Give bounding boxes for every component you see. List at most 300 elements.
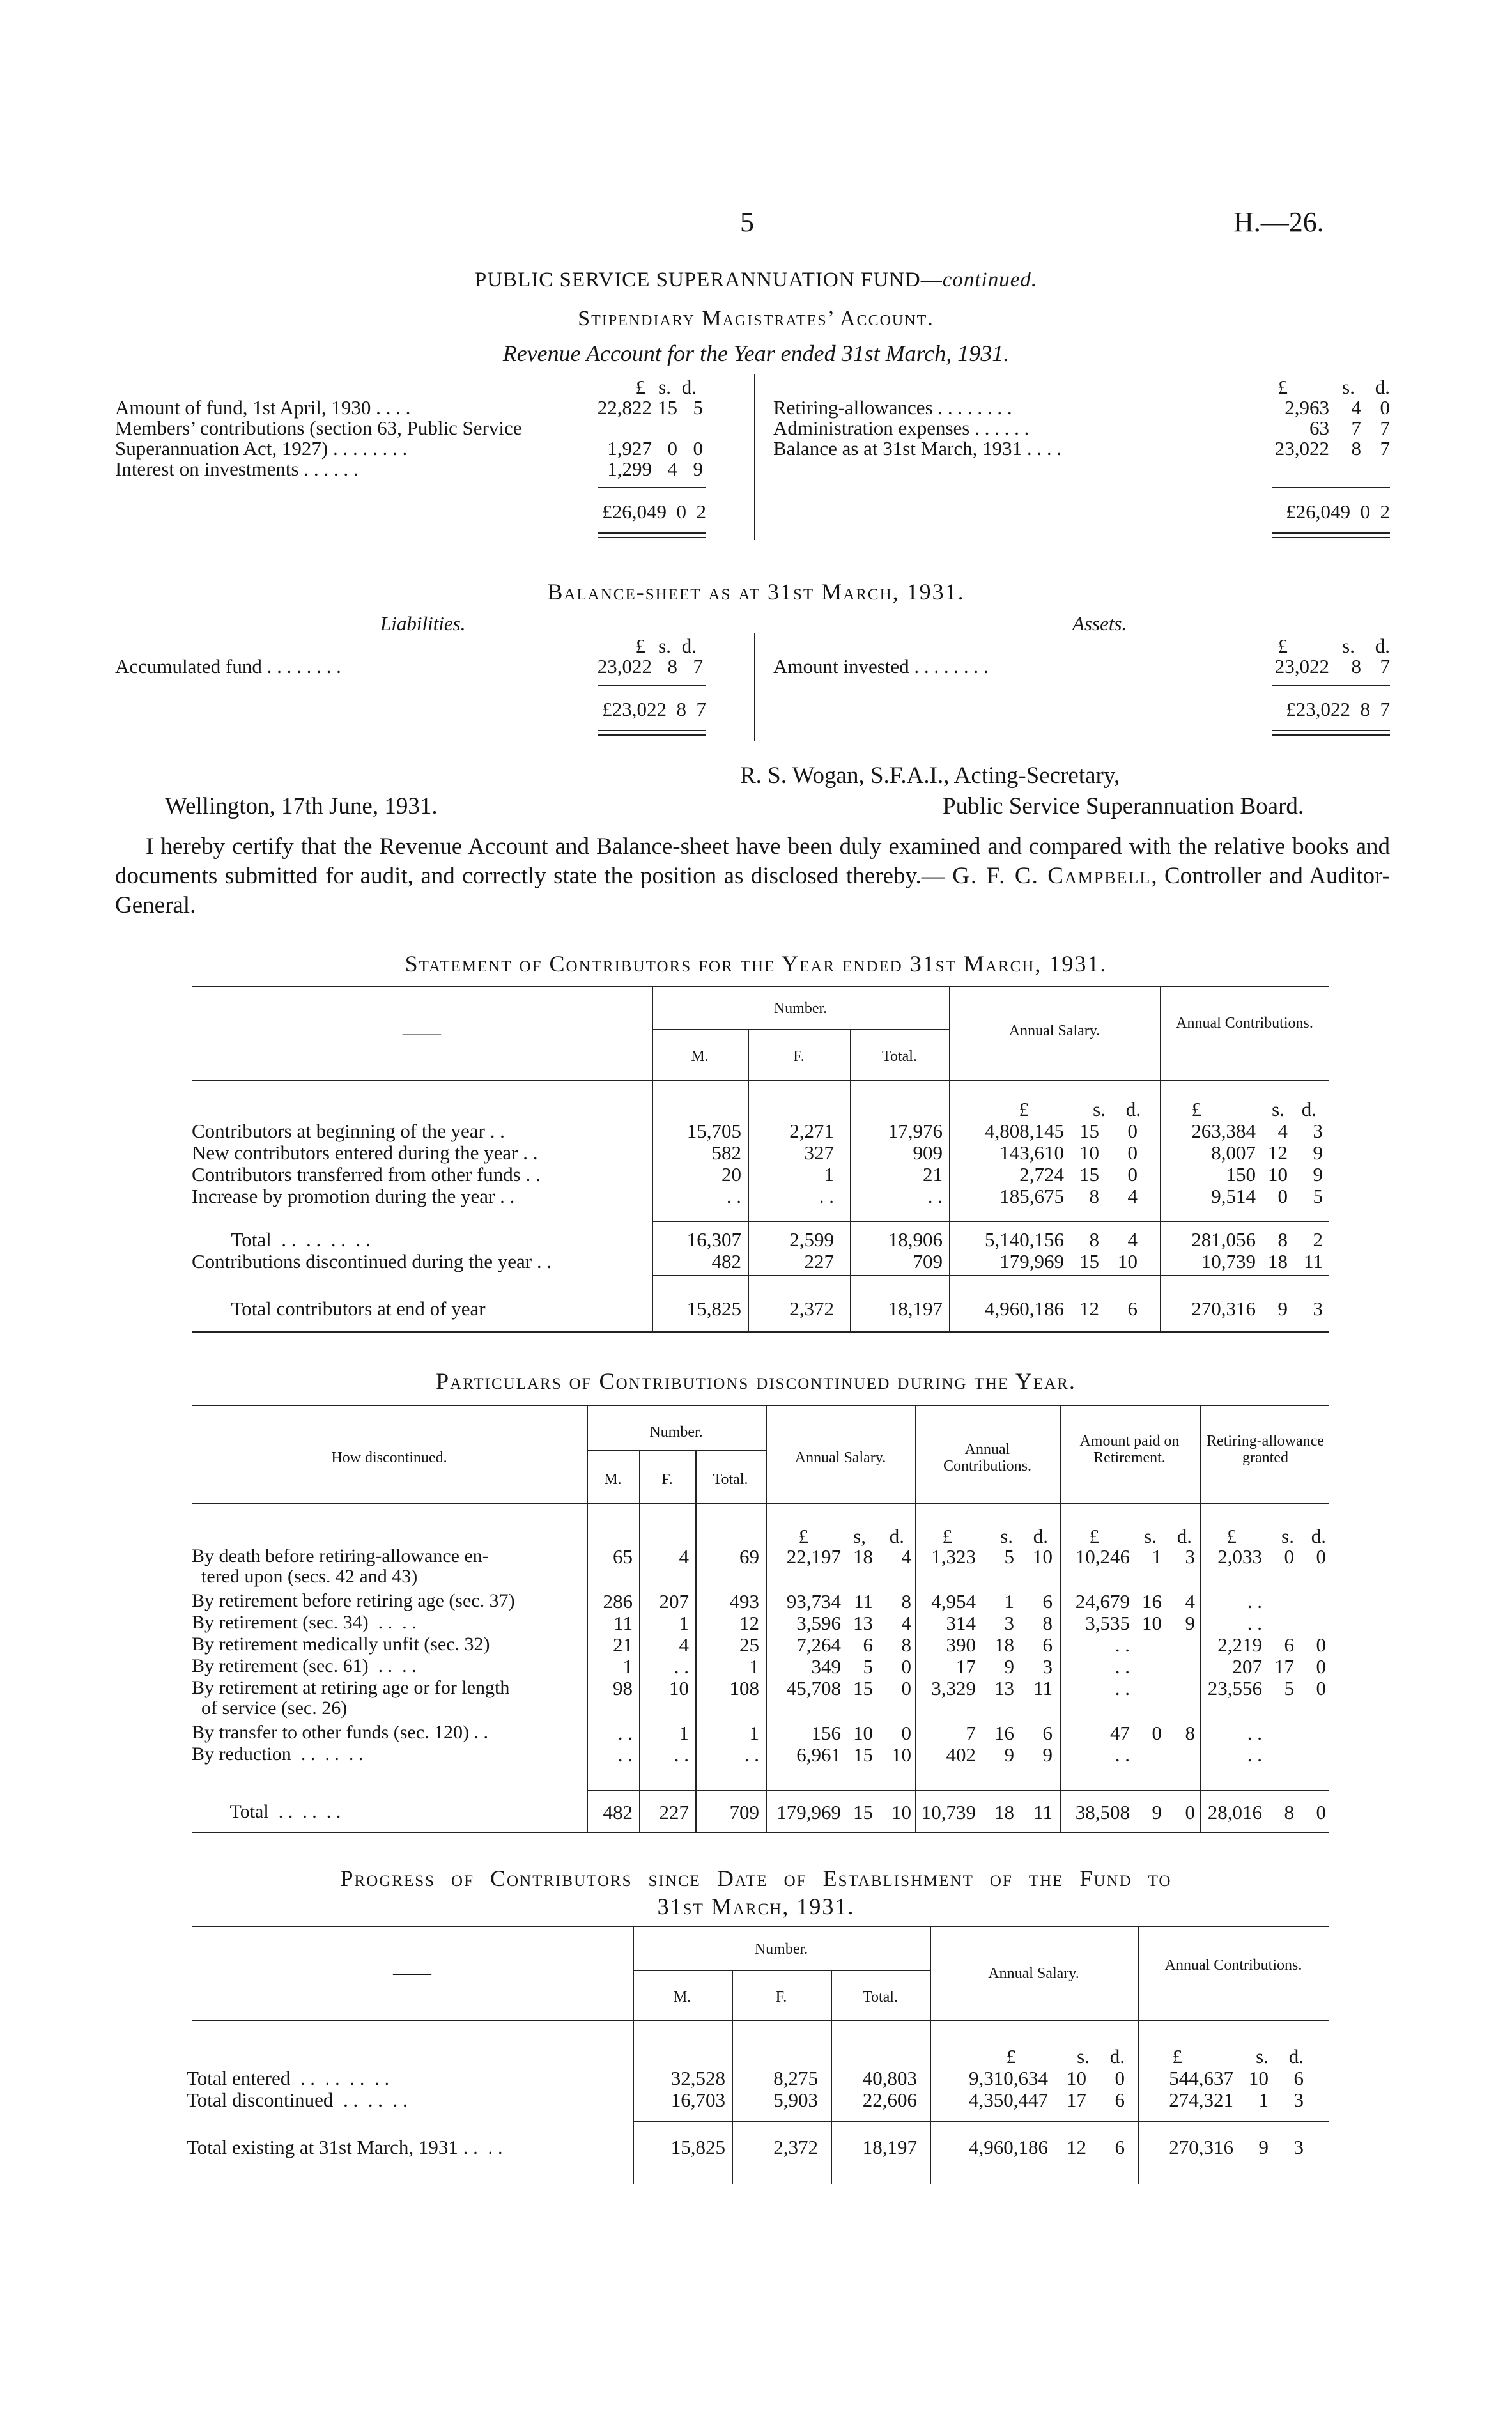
particulars-row-5-paid-l: . . — [1115, 1677, 1130, 1699]
balance-left-double-rule — [598, 730, 706, 736]
particulars-total-row-con-s: 18 — [994, 1801, 1014, 1823]
statement-row-3-sal-s: 8 — [1089, 1185, 1099, 1207]
progress-row-2-total: 18,197 — [862, 2136, 917, 2158]
progress-row-1-label — [187, 2089, 408, 2112]
statement-end-rule — [652, 1275, 1329, 1276]
particulars-row-1-paid-s: 16 — [1142, 1590, 1162, 1612]
statement-row-0-label — [192, 1120, 505, 1143]
statement-row-5-con-d: 11 — [1304, 1250, 1323, 1272]
balance-divider — [754, 633, 755, 741]
particulars-row-4-sal-s: 5 — [863, 1655, 873, 1678]
revenue-right-pounds-0: 2,963 — [1284, 396, 1329, 419]
particulars-con-s-unit: s. — [1000, 1525, 1013, 1547]
particulars-row-2-label-text: By retirement (sec. 34) — [192, 1612, 369, 1633]
particulars-row-6-sal-s: 10 — [853, 1722, 873, 1744]
progress-row-1-total: 22,606 — [862, 2089, 917, 2111]
statement-row-0-f: 2,271 — [789, 1120, 834, 1142]
statement-row-4-label — [192, 1228, 371, 1251]
particulars-row-0-label — [192, 1545, 489, 1567]
progress-salary-head: Annual Salary. — [988, 1965, 1079, 1982]
particulars-row-4-ret-d: 0 — [1316, 1655, 1326, 1678]
particulars-row-7-con-s: 9 — [1004, 1744, 1014, 1766]
particulars-row-0-paid-d: 3 — [1185, 1545, 1195, 1568]
particulars-row-2-label — [192, 1612, 417, 1634]
particulars-row-6-paid-l: 47 — [1110, 1722, 1130, 1744]
revenue-left-shillings-3: 4 — [667, 458, 677, 480]
particulars-total-row-paid-s: 9 — [1152, 1801, 1162, 1823]
particulars-row-4-m: 1 — [622, 1655, 633, 1678]
statement-row-5-sal-d: 10 — [1118, 1250, 1138, 1272]
document-reference: H.—26. — [1233, 206, 1324, 238]
progress-con-l-unit: £ — [1172, 2045, 1182, 2068]
particulars-row-3-ret-s: 6 — [1284, 1634, 1294, 1656]
particulars-row-4-con-s: 9 — [1004, 1655, 1014, 1678]
particulars-row-7-sal-s: 15 — [853, 1744, 873, 1766]
particulars-row-0-label-text: By death before retiring-allowance en- — [192, 1545, 489, 1566]
revenue-right-pence-0: 0 — [1380, 396, 1390, 419]
statement-sal-s-unit: s. — [1093, 1098, 1106, 1120]
particulars-row-5-m: 98 — [613, 1677, 633, 1699]
particulars-row-6-sal-d: 0 — [901, 1722, 911, 1744]
particulars-how-head: How discontinued. — [331, 1450, 447, 1466]
revenue-left-pound-head: £ — [635, 376, 645, 398]
statement-row-3-sal-d: 4 — [1127, 1185, 1138, 1207]
revenue-right-label-2-text: Balance as at 31st March, 1931 — [773, 437, 1022, 460]
statement-row-4-con-d: 2 — [1313, 1228, 1323, 1251]
particulars-paid-d-unit: d. — [1176, 1525, 1192, 1547]
progress-con-s-unit: s. — [1256, 2045, 1269, 2068]
statement-row-2-con-s: 10 — [1268, 1163, 1288, 1186]
progress-total-head: Total. — [863, 1989, 898, 2006]
particulars-m-head: M. — [604, 1471, 622, 1488]
particulars-row-4-label-dots: . . . . — [368, 1655, 417, 1676]
particulars-row-5-label — [192, 1677, 509, 1699]
progress-row-1-label-dots: . . . . . . — [333, 2089, 408, 2111]
progress-row-2-label — [187, 2136, 503, 2159]
statement-row-6-con-l: 270,316 — [1191, 1297, 1256, 1320]
statement-row-0-m: 15,705 — [686, 1120, 741, 1142]
progress-row-1-f: 5,903 — [773, 2089, 818, 2111]
statement-m-head: M. — [691, 1048, 709, 1065]
particulars-paid-s-unit: s. — [1144, 1525, 1157, 1547]
progress-top-rule — [192, 1926, 1329, 1927]
statement-row-1-con-l: 8,007 — [1211, 1141, 1256, 1164]
particulars-salary-head: Annual Salary. — [794, 1450, 886, 1466]
statement-bottom-rule — [192, 1331, 1329, 1333]
progress-contrib-head: Annual Contributions. — [1164, 1957, 1302, 1974]
revenue-right-label-1 — [773, 417, 1029, 440]
particulars-row-1-paid-d: 4 — [1185, 1590, 1195, 1612]
revenue-left-pence-2: 0 — [693, 437, 703, 460]
particulars-total-row-con-l: 10,739 — [921, 1801, 976, 1823]
particulars-row-6-ret-l: . . — [1247, 1722, 1262, 1744]
balance-right-double-rule — [1272, 730, 1390, 736]
particulars-row-0-con-l: 1,323 — [931, 1545, 976, 1568]
revenue-subtitle: Revenue Account for the Year ended 31st March, 1931. — [502, 341, 1010, 366]
revenue-right-label-2 — [773, 437, 1061, 460]
particulars-row-4-sal-d: 0 — [901, 1655, 911, 1678]
statement-total-head: Total. — [882, 1048, 917, 1065]
progress-row-2-f: 2,372 — [773, 2136, 818, 2158]
balance-left-label — [115, 655, 341, 678]
balance-right-label — [773, 655, 989, 678]
particulars-row-6-con-l: 7 — [966, 1722, 976, 1744]
statement-row-6-f: 2,372 — [789, 1297, 834, 1320]
statement-row-5-total: 709 — [913, 1250, 943, 1272]
audit-certificate-text: I hereby certify that the Revenue Account and Balance-sheet have been duly examined and compared with the relative books and documents submitted for audit, and correctly state the position as disclosed thereby.— — [115, 833, 1390, 889]
progress-row-2-label-text: Total existing at 31st March, 1931 . . — [187, 2136, 478, 2158]
particulars-total-row-f: 227 — [659, 1801, 689, 1823]
statement-row-6-sal-l: 4,960,186 — [985, 1297, 1064, 1320]
particulars-row-4-ret-l: 207 — [1232, 1655, 1262, 1678]
particulars-row-5-con-d: 11 — [1033, 1677, 1053, 1699]
main-title — [0, 268, 1512, 292]
revenue-right-total: £26,049 0 2 — [1286, 500, 1390, 523]
progress-row-2-con-l: 270,316 — [1169, 2136, 1233, 2158]
statement-dash-head: —— — [403, 1023, 441, 1044]
balance-left-pounds: 23,022 — [597, 655, 652, 677]
particulars-header-rule — [192, 1503, 1329, 1504]
particulars-row-1-f: 207 — [659, 1590, 689, 1612]
revenue-left-pence-3: 9 — [693, 458, 703, 480]
progress-row-0-sal-s: 10 — [1067, 2067, 1086, 2089]
statement-row-2-sal-l: 2,724 — [1019, 1163, 1064, 1186]
statement-row-2-total: 21 — [923, 1163, 943, 1186]
balance-right-label-dots: . . . . . . . . — [909, 655, 989, 677]
statement-row-1-f: 327 — [804, 1141, 834, 1164]
particulars-row-3-con-l: 390 — [946, 1634, 976, 1656]
particulars-row-2-paid-s: 10 — [1142, 1612, 1162, 1634]
particulars-row-7-label-dots: . . . . . . — [291, 1744, 364, 1765]
particulars-row-0-sal-l: 22,197 — [786, 1545, 841, 1568]
statement-row-4-sal-s: 8 — [1089, 1228, 1099, 1251]
particulars-ret-l-unit: £ — [1226, 1525, 1237, 1547]
statement-row-3-label-dots: . . — [495, 1185, 515, 1207]
progress-sal-d-unit: d. — [1109, 2045, 1125, 2068]
particulars-row-3-con-s: 18 — [994, 1634, 1014, 1656]
balance-right-total: £23,022 8 7 — [1286, 698, 1390, 720]
statement-row-6-con-d: 3 — [1313, 1297, 1323, 1320]
particulars-row-1-sal-d: 8 — [901, 1590, 911, 1612]
particulars-row-3-sal-l: 7,264 — [796, 1634, 841, 1656]
particulars-row-7-label — [192, 1744, 363, 1765]
progress-total-rule — [633, 2121, 1329, 2122]
particulars-row-0-paid-s: 1 — [1152, 1545, 1162, 1568]
revenue-left-shillings-0: 15 — [658, 396, 677, 419]
particulars-f-head: F. — [661, 1471, 673, 1488]
revenue-right-label-2-dots: . . . . — [1022, 437, 1062, 460]
statement-con-s-unit: s. — [1272, 1098, 1284, 1120]
statement-row-3-sal-l: 185,675 — [999, 1185, 1064, 1207]
progress-title-line-1: Progress of Contributors since Date of Establishment of the Fund to — [340, 1866, 1172, 1891]
particulars-row-1-con-d: 6 — [1042, 1590, 1053, 1612]
balance-right-s-head: s. — [1342, 635, 1355, 657]
particulars-row-7-sal-d: 10 — [891, 1744, 911, 1766]
statement-total-rule — [652, 1221, 1329, 1222]
particulars-row-0-con-s: 5 — [1004, 1545, 1014, 1568]
statement-row-0-sal-l: 4,808,145 — [985, 1120, 1064, 1142]
particulars-row-7-sal-l: 6,961 — [796, 1744, 841, 1766]
particulars-row-5-con-l: 3,329 — [931, 1677, 976, 1699]
progress-sal-l-unit: £ — [1006, 2045, 1016, 2068]
particulars-total-rule — [587, 1790, 1329, 1791]
page-number: 5 — [740, 206, 754, 238]
statement-row-1-con-s: 12 — [1268, 1141, 1288, 1164]
particulars-row-0-sal-d: 4 — [901, 1545, 911, 1568]
particulars-row-2-total: 12 — [739, 1612, 759, 1634]
revenue-right-rule — [1272, 487, 1390, 488]
particulars-row-2-ret-l: . . — [1247, 1612, 1262, 1634]
particulars-total-row-label-text: Total — [192, 1801, 269, 1822]
statement-row-3-label-text: Increase by promotion during the year — [192, 1185, 495, 1207]
statement-row-5-label-text: Contributions discontinued during the year — [192, 1250, 532, 1272]
particulars-total-row-paid-d: 0 — [1185, 1801, 1195, 1823]
particulars-row-3-label — [192, 1634, 490, 1655]
particulars-row-5-label-cont: of service (sec. 26) — [192, 1697, 348, 1719]
statement-row-4-m: 16,307 — [686, 1228, 741, 1251]
statement-row-4-f: 2,599 — [789, 1228, 834, 1251]
particulars-total-row-sal-s: 15 — [853, 1801, 873, 1823]
particulars-row-2-sal-l: 3,596 — [796, 1612, 841, 1634]
particulars-row-2-f: 1 — [679, 1612, 689, 1634]
particulars-row-3-f: 4 — [679, 1634, 689, 1656]
revenue-right-pound-head: £ — [1277, 376, 1288, 398]
statement-con-l-unit: £ — [1191, 1098, 1201, 1120]
revenue-right-pence-2: 7 — [1380, 437, 1390, 460]
audit-certificate — [115, 832, 1390, 920]
statement-row-1-m: 582 — [711, 1141, 741, 1164]
progress-row-0-label-text: Total entered — [187, 2067, 291, 2089]
balance-right-pounds: 23,022 — [1274, 655, 1329, 677]
statement-row-5-label-dots: . . — [532, 1250, 552, 1272]
particulars-row-1-total: 493 — [729, 1590, 759, 1612]
revenue-left-label-1: Members’ contributions (section 63, Public Service — [115, 417, 522, 439]
statement-row-2-label-dots: . . — [520, 1163, 541, 1186]
statement-row-2-con-l: 150 — [1226, 1163, 1256, 1186]
revenue-divider — [754, 374, 755, 540]
statement-subhead-rule — [652, 1029, 949, 1030]
signature-board: Public Service Superannuation Board. — [943, 793, 1304, 819]
particulars-paid-head: Amount paid on Retirement. — [1079, 1433, 1180, 1467]
statement-row-3-label — [192, 1185, 514, 1208]
statement-row-0-con-s: 4 — [1277, 1120, 1288, 1142]
particulars-retiring-head: Retiring-allowance granted — [1207, 1433, 1324, 1467]
revenue-left-pence-0: 5 — [693, 396, 703, 419]
revenue-left-s-head: s. — [658, 376, 671, 398]
balance-left-total: £23,022 8 7 — [602, 698, 706, 720]
statement-row-6-con-s: 9 — [1277, 1297, 1288, 1320]
particulars-row-0-label-cont: tered upon (secs. 42 and 43) — [192, 1566, 418, 1587]
particulars-row-5-ret-s: 5 — [1284, 1677, 1294, 1699]
revenue-left-d-head: d. — [681, 376, 697, 398]
particulars-row-5-label-text: By retirement at retiring age or for length — [192, 1677, 510, 1698]
particulars-total-row-total: 709 — [729, 1801, 759, 1823]
revenue-right-s-head: s. — [1342, 376, 1355, 398]
particulars-row-5-sal-d: 0 — [901, 1677, 911, 1699]
progress-row-0-m: 32,528 — [670, 2067, 725, 2089]
progress-row-1-con-l: 274,321 — [1169, 2089, 1233, 2111]
particulars-row-4-label-text: By retirement (sec. 61) — [192, 1655, 369, 1676]
statement-row-3-f: . . — [819, 1185, 834, 1207]
progress-row-1-m: 16,703 — [670, 2089, 725, 2111]
particulars-row-6-label-text: By transfer to other funds (sec. 120) . . — [192, 1722, 489, 1743]
statement-row-2-m: 20 — [721, 1163, 741, 1186]
particulars-row-5-ret-d: 0 — [1316, 1677, 1326, 1699]
particulars-row-7-con-d: 9 — [1042, 1744, 1053, 1766]
statement-row-0-con-d: 3 — [1313, 1120, 1323, 1142]
balance-right-shillings: 8 — [1351, 655, 1361, 677]
particulars-total-head: Total. — [713, 1471, 748, 1488]
particulars-row-0-ret-l: 2,033 — [1217, 1545, 1262, 1568]
progress-header-rule — [192, 2020, 1329, 2021]
particulars-row-0-total: 69 — [739, 1545, 759, 1568]
statement-row-6-total: 18,197 — [888, 1297, 943, 1320]
auditor-title: , Controller and Auditor-General. — [115, 863, 1390, 918]
statement-row-5-f: 227 — [804, 1250, 834, 1272]
particulars-row-5-ret-l: 23,556 — [1207, 1677, 1262, 1699]
statement-row-1-label — [192, 1141, 537, 1164]
particulars-total-row-label — [192, 1801, 341, 1823]
revenue-left-label-0 — [115, 396, 410, 419]
statement-row-6-sal-d: 6 — [1127, 1297, 1138, 1320]
balance-left-rule — [598, 685, 706, 686]
progress-row-1-con-s: 1 — [1258, 2089, 1269, 2111]
revenue-left-pounds-3: 1,299 — [607, 458, 652, 480]
particulars-ret-d-unit: d. — [1311, 1525, 1326, 1547]
particulars-sal-l-unit: £ — [798, 1525, 808, 1547]
statement-row-4-total: 18,906 — [888, 1228, 943, 1251]
particulars-subhead-rule — [587, 1450, 766, 1451]
progress-sal-s-unit: s. — [1077, 2045, 1090, 2068]
statement-row-2-sal-s: 15 — [1079, 1163, 1099, 1186]
progress-row-2-con-s: 9 — [1258, 2136, 1269, 2158]
particulars-row-5-sal-s: 15 — [853, 1677, 873, 1699]
particulars-row-4-ret-s: 17 — [1274, 1655, 1294, 1678]
revenue-right-label-1-dots: . . . . . . — [969, 417, 1030, 439]
statement-row-5-label — [192, 1250, 552, 1273]
statement-row-0-label-text: Contributors at beginning of the year — [192, 1120, 485, 1142]
statement-row-3-con-s: 0 — [1277, 1185, 1288, 1207]
revenue-right-shillings-0: 4 — [1351, 396, 1361, 419]
statement-row-1-label-text: New contributors entered during the year — [192, 1141, 518, 1164]
revenue-right-pounds-2: 23,022 — [1274, 437, 1329, 460]
particulars-ret-s-unit: s. — [1281, 1525, 1294, 1547]
statement-row-1-total: 909 — [913, 1141, 943, 1164]
particulars-row-4-con-l: 17 — [956, 1655, 976, 1678]
revenue-left-label-2-dots: . . . . . . — [348, 437, 408, 460]
statement-row-4-sal-l: 5,140,156 — [985, 1228, 1064, 1251]
balance-left-d-head: d. — [681, 635, 697, 657]
particulars-total-row-con-d: 11 — [1033, 1801, 1053, 1823]
statement-row-3-m: . . — [726, 1185, 741, 1207]
particulars-total-row-ret-d: 0 — [1316, 1801, 1326, 1823]
particulars-row-7-f: . . — [674, 1744, 689, 1766]
revenue-left-rule — [598, 487, 706, 488]
progress-row-0-label-dots: . . . . . . . . — [290, 2067, 390, 2089]
particulars-row-2-sal-d: 4 — [901, 1612, 911, 1634]
progress-row-2-sal-d: 6 — [1115, 2136, 1125, 2158]
revenue-left-label-0-text: Amount of fund, 1st April, 1930 — [115, 396, 371, 419]
revenue-left-label-2-text: Superannuation Act, 1927) . . — [115, 437, 348, 460]
particulars-row-5-sal-l: 45,708 — [786, 1677, 841, 1699]
statement-top-rule — [192, 986, 1329, 987]
particulars-row-6-total: 1 — [749, 1722, 759, 1744]
auditor-name: G. F. C. Campbell — [952, 863, 1152, 889]
particulars-row-6-con-d: 6 — [1042, 1722, 1053, 1744]
particulars-top-rule — [192, 1405, 1329, 1406]
statement-row-0-sal-s: 15 — [1079, 1120, 1099, 1142]
particulars-row-7-con-l: 402 — [946, 1744, 976, 1766]
particulars-con-l-unit: £ — [942, 1525, 952, 1547]
statement-row-5-con-l: 10,739 — [1201, 1250, 1256, 1272]
particulars-row-1-ret-l: . . — [1247, 1590, 1262, 1612]
statement-row-1-sal-l: 143,610 — [999, 1141, 1064, 1164]
balance-right-pound-head: £ — [1277, 635, 1288, 657]
progress-row-1-con-d: 3 — [1293, 2089, 1304, 2111]
particulars-row-7-total: . . — [744, 1744, 759, 1766]
particulars-row-3-ret-l: 2,219 — [1217, 1634, 1262, 1656]
particulars-sal-d-unit: d. — [889, 1525, 904, 1547]
statement-row-4-label-text: Total — [192, 1228, 272, 1251]
particulars-row-6-m: . . — [617, 1722, 633, 1744]
progress-row-0-sal-d: 0 — [1115, 2067, 1125, 2089]
progress-row-2-sal-s: 12 — [1067, 2136, 1086, 2158]
statement-row-5-sal-l: 179,969 — [999, 1250, 1064, 1272]
balance-left-label-text: Accumulated fund — [115, 655, 262, 677]
liabilities-label: Liabilities. — [380, 612, 466, 635]
particulars-row-6-paid-d: 8 — [1185, 1722, 1195, 1744]
statement-sal-d-unit: d. — [1125, 1098, 1141, 1120]
statement-row-1-sal-d: 0 — [1127, 1141, 1138, 1164]
particulars-row-7-label-text: By reduction — [192, 1744, 291, 1765]
progress-row-1-sal-s: 17 — [1067, 2089, 1086, 2111]
main-title-text: PUBLIC SERVICE SUPERANNUATION FUND— — [474, 268, 943, 291]
balance-title: Balance-sheet as at 31st March, 1931. — [547, 579, 965, 605]
statement-row-1-con-d: 9 — [1313, 1141, 1323, 1164]
particulars-row-1-m: 286 — [603, 1590, 633, 1612]
statement-contrib-head: Annual Contributions. — [1176, 1015, 1313, 1032]
statement-row-0-total: 17,976 — [888, 1120, 943, 1142]
revenue-right-shillings-2: 8 — [1351, 437, 1361, 460]
progress-row-1-label-text: Total discontinued — [187, 2089, 334, 2111]
balance-left-pound-head: £ — [635, 635, 645, 657]
particulars-sal-s-unit: s, — [853, 1525, 866, 1547]
particulars-number-head: Number. — [649, 1424, 703, 1441]
progress-row-0-total: 40,803 — [862, 2067, 917, 2089]
particulars-row-0-paid-l: 10,246 — [1075, 1545, 1130, 1568]
revenue-left-pounds-0: 22,822 — [597, 396, 652, 419]
revenue-left-label-3-dots: . . . . . . — [298, 458, 359, 480]
statement-row-2-con-d: 9 — [1313, 1163, 1323, 1186]
particulars-row-3-m: 21 — [613, 1634, 633, 1656]
particulars-title: Particulars of Contributions discontinued during the Year. — [436, 1368, 1076, 1394]
statement-row-6-m: 15,825 — [686, 1297, 741, 1320]
particulars-paid-l-unit: £ — [1089, 1525, 1099, 1547]
progress-con-d-unit: d. — [1288, 2045, 1304, 2068]
progress-row-0-con-s: 10 — [1249, 2067, 1269, 2089]
progress-row-0-con-d: 6 — [1293, 2067, 1304, 2089]
statement-row-3-total: . . — [927, 1185, 943, 1207]
particulars-bottom-rule — [192, 1832, 1329, 1833]
particulars-row-0-ret-d: 0 — [1316, 1545, 1326, 1568]
particulars-row-4-f: . . — [674, 1655, 689, 1678]
progress-row-2-sal-l: 4,960,186 — [969, 2136, 1048, 2158]
revenue-left-label-3 — [115, 458, 359, 481]
particulars-total-row-ret-s: 8 — [1284, 1801, 1294, 1823]
progress-title-line-2: 31st March, 1931. — [657, 1894, 855, 1919]
progress-subhead-rule — [633, 1970, 930, 1971]
particulars-row-1-sal-l: 93,734 — [786, 1590, 841, 1612]
